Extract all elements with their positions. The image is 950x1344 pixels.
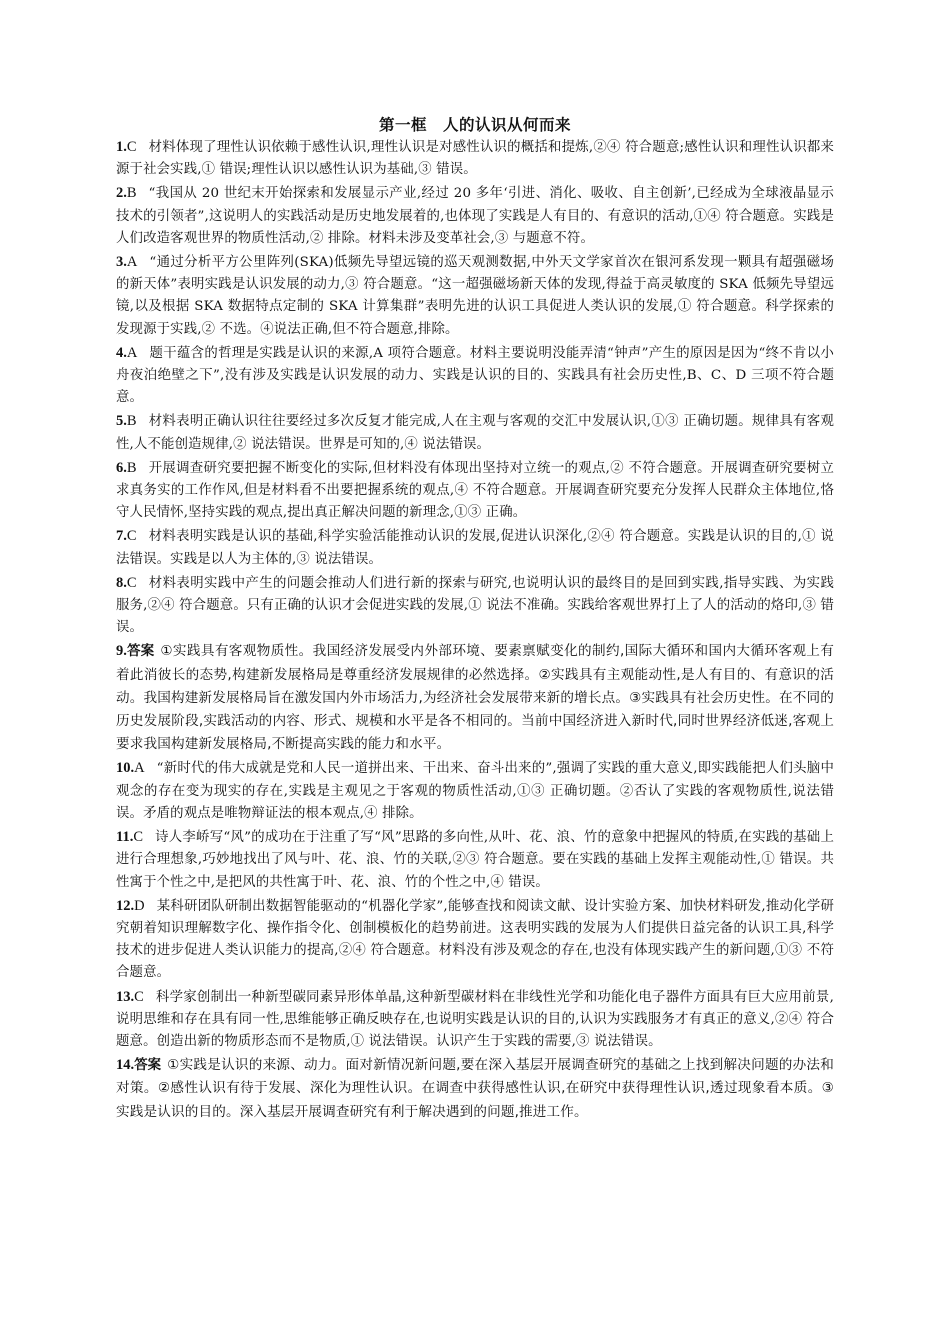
item-explanation: 材料表明实践中产生的问题会推动人们进行新的探索与研究,也说明认识的最终目的是回到实践,指导实践、为实践服务,②④ 符合题意。只有正确的认识才会促进实践的发展,① 说法不准确。实践给客观世界打上了人的活动的烙印,③ 错误。 <box>116 575 834 636</box>
item-answer: D <box>134 897 145 914</box>
item-explanation: ①实践是认识的来源、动力。面对新情况新问题,要在深入基层开展调查研究的基础之上找到解决问题的办法和对策。②感性认识有待于发展、深化为理性认识。在调查中获得感性认识,在研究中获得理性认识,透过现象看本质。③实践是认识的目的。深入基层开展调查研究有利于解决遇到的问题,推进工作。 <box>116 1057 835 1120</box>
answer-item-13: 13.C 科学家创制出一种新型碳同素异形体单晶,这种新型碳材料在非线性光学和功能化电子器件方面具有巨大应用前景,说明思维和存在具有同一性,思维能够正确反映存在,也说明实践是认识的目的,认识为实践服务才有真正的意义,②④ 符合题意。创造出新的物质形态而不是物质,① 说法错误。认识产生于实践的需要,③ 说法错误。 <box>116 988 834 1049</box>
item-number: 3 <box>116 254 124 271</box>
answer-item-6: 6.B 开展调查研究要把握不断变化的实际,但材料没有体现出坚持对立统一的观点,② 不符合题意。开展调查研究要树立求真务实的工作作风,但是材料看不出要把握系统的观点,④ 不符合题意。开展调查研究要充分发挥人民群众主体地位,恪守人民情怀,坚持实践的观点,提出真正解决问题的新理念,①③ 正确。 <box>116 459 834 521</box>
item-answer: A <box>134 760 145 777</box>
answer-item-1: 1.C 材料体现了理性认识依赖于感性认识,理性认识是对感性认识的概括和提炼,②④ 符合题意;感性认识和理性认识都来源于社会实践,① 错误;理性认识以感性认识为基础,③ 错误。 <box>116 139 834 178</box>
item-number: 10 <box>116 760 131 777</box>
item-explanation: “通过分析平方公里阵列(SKA)低频先导望远镜的巡天观测数据,中外天文学家首次在银河系发现一颗具有超强磁场的新天体”表明实践是认识发展的动力,③ 符合题意。“这一超强磁场新天体的发现,得益于高灵敏度的 SKA 低频先导望远镜,以及根据 SKA 数据特点定制的 SKA 计算集群”表明先进的认识工具促进人类认识的发展,① 符合题意。科学探索的发现源于实践,② 不选。④说法正确,但不符合题意,排除。 <box>116 255 834 337</box>
item-explanation: “我国从 20 世纪末开始探索和发展显示产业,经过 20 多年‘引进、消化、吸收、自主创新’,已经成为全球液晶显示技术的引领者”,这说明人的实践活动是历史地发展着的,也体现了实践是人有目的、有意识的活动,①④ 符合题意。实践是人们改造客观世界的物质性活动,② 排除。材料未涉及变革社会,③ 与题意不符。 <box>116 186 834 246</box>
item-answer: A <box>126 254 138 271</box>
answer-item-8: 8.C 材料表明实践中产生的问题会推动人们进行新的探索与研究,也说明认识的最终目的是回到实践,指导实践、为实践服务,②④ 符合题意。只有正确的认识才会促进实践的发展,① 说法不准确。实践给客观世界打上了人的活动的烙印,③ 错误。 <box>116 574 834 636</box>
item-answer-label: 答案 <box>134 1058 162 1074</box>
item-number: 8 <box>116 574 124 591</box>
item-explanation: 开展调查研究要把握不断变化的实际,但材料没有体现出坚持对立统一的观点,② 不符合题意。开展调查研究要树立求真务实的工作作风,但是材料看不出要把握系统的观点,④ 不符合题意。开展调查研究要充分发挥人民群众主体地位,恪守人民情怀,坚持实践的观点,提出真正解决问题的新理念,①③ 正确。 <box>116 460 834 521</box>
item-explanation: 材料表明正确认识往往要经过多次反复才能完成,人在主观与客观的交汇中发展认识,①③ 正确切题。规律具有客观性,人不能创造规律,② 说法错误。世界是可知的,④ 说法错误。 <box>116 414 834 452</box>
item-answer: B <box>126 459 137 476</box>
item-answer: C <box>126 139 137 155</box>
answer-item-9: 9.答案 ①实践具有客观物质性。我国经济发展受内外部环境、要素禀赋变化的制约,国际大循环和国内大循环客观上有着此消彼长的态势,构建新发展格局是尊重经济发展规律的必然选择。②实践具有主观能动性,是人有目的、有意识的活动。我国构建新发展格局旨在激发国内外市场活力,为经济社会发展带来新的增长点。③实践具有社会历史性。在不同的历史发展阶段,实践活动的内容、形式、规模和水平是各不相同的。当前中国经济进入新时代,同时世界经济低迷,客观上要求我国构建新发展格局,不断提高实践的能力和水平。 <box>116 643 835 753</box>
item-explanation: 材料体现了理性认识依赖于感性认识,理性认识是对感性认识的概括和提炼,②④ 符合题意;感性认识和理性认识都来源于社会实践,① 错误;理性认识以感性认识为基础,③ 错误。 <box>116 140 834 178</box>
item-explanation: “新时代的伟大成就是党和人民一道拼出来、干出来、奋斗出来的”,强调了实践的重大意义,即实践能把人们头脑中观念的存在变为现实的存在,实践是主观见之于客观的物质性活动,①③ 正确切题。②否认了实践的客观物质性,说法错误。矛盾的观点是唯物辩证法的根本观点,④ 排除。 <box>116 761 834 821</box>
page-title: 第一框 人的认识从何而来 <box>378 116 571 134</box>
item-answer: C <box>133 829 143 846</box>
item-number: 7 <box>116 528 124 545</box>
item-answer: C <box>126 528 137 545</box>
item-number: 12 <box>116 897 131 914</box>
item-answer: B <box>126 185 137 202</box>
answer-page <box>116 114 834 1125</box>
item-explanation: 科学家创制出一种新型碳同素异形体单晶,这种新型碳材料在非线性光学和功能化电子器件方面具有巨大应用前景,说明思维和存在具有同一性,思维能够正确反映存在,也说明实践是认识的目的,认识为实践服务才有真正的意义,②④ 符合题意。创造出新的物质形态而不是物质,① 说法错误。认识产生于实践的需要,③ 说法错误。 <box>116 989 834 1049</box>
item-explanation: 某科研团队研制出数据智能驱动的“机器化学家”,能够查找和阅读文献、设计实验方案、加快材料研发,推动化学研究朝着知识理解数字化、操作指令化、创制模板化的趋势前进。这表明实践的发展为人们提供日益完备的认识工具,科学技术的进步促进人类认识能力的提高,②④ 符合题意。材料没有涉及观念的存在,也没有体现实践产生的新问题,①③ 不符合题意。 <box>116 898 834 981</box>
item-number: 14 <box>116 1057 131 1074</box>
answer-item-5: 5.B 材料表明正确认识往往要经过多次反复才能完成,人在主观与客观的交汇中发展认识,①③ 正确切题。规律具有客观性,人不能创造规律,② 说法错误。世界是可知的,④ 说法错误。 <box>116 413 834 452</box>
item-explanation: 诗人李峤写“风”的成功在于注重了写“风”思路的多向性,从叶、花、浪、竹的意象中把握风的特质,在实践的基础上进行合理想象,巧妙地找出了风与叶、花、浪、竹的关联,②③ 符合题意。要在实践的基础上发挥主观能动性,① 错误。共性寓于个性之中,是把风的共性寓于叶、花、浪、竹的个性之中,④ 错误。 <box>116 830 834 890</box>
item-explanation: ①实践具有客观物质性。我国经济发展受内外部环境、要素禀赋变化的制约,国际大循环和国内大循环客观上有着此消彼长的态势,构建新发展格局是尊重经济发展规律的必然选择。②实践具有主观能动性,是人有目的、有意识的活动。我国构建新发展格局旨在激发国内外市场活力,为经济社会发展带来新的增长点。③实践具有社会历史性。在不同的历史发展阶段,实践活动的内容、形式、规模和水平是各不相同的。当前中国经济进入新时代,同时世界经济低迷,客观上要求我国构建新发展格局,不断提高实践的能力和水平。 <box>116 643 835 753</box>
answer-item-4: 4.A 题干蕴含的哲理是实践是认识的来源,A 项符合题意。材料主要说明没能弄清“钟声”产生的原因是因为“终不肯以小舟夜泊绝壁之下”,没有涉及实践是认识发展的动力、实践是认识的目的、实践具有社会历史性,B、C、D 三项不符合题意。 <box>116 344 834 406</box>
item-number: 11 <box>116 829 130 846</box>
item-answer: B <box>126 413 137 430</box>
answer-item-7: 7.C 材料表明实践是认识的基础,科学实验活能推动认识的发展,促进认识深化,②④ 符合题意。实践是认识的目的,① 说法错误。实践是以人为主体的,③ 说法错误。 <box>116 528 834 567</box>
answer-item-10: 10.A “新时代的伟大成就是党和人民一道拼出来、干出来、奋斗出来的”,强调了实践的重大意义,即实践能把人们头脑中观念的存在变为现实的存在,实践是主观见之于客观的物质性活动,①③ 正确切题。②否认了实践的客观物质性,说法错误。矛盾的观点是唯物辩证法的根本观点,④ 排除。 <box>116 760 834 821</box>
answer-item-11: 11.C 诗人李峤写“风”的成功在于注重了写“风”思路的多向性,从叶、花、浪、竹的意象中把握风的特质,在实践的基础上进行合理想象,巧妙地找出了风与叶、花、浪、竹的关联,②③ 符合题意。要在实践的基础上发挥主观能动性,① 错误。共性寓于个性之中,是把风的共性寓于叶、花、浪、竹的个性之中,④ 错误。 <box>116 829 834 890</box>
item-answer-label: 答案 <box>126 644 155 660</box>
item-answer: A <box>126 344 138 361</box>
item-explanation: 题干蕴含的哲理是实践是认识的来源,A 项符合题意。材料主要说明没能弄清“钟声”产生的原因是因为“终不肯以小舟夜泊绝壁之下”,没有涉及实践是认识发展的动力、实践是认识的目的、实践具有社会历史性,B、C、D 三项不符合题意。 <box>116 345 834 406</box>
item-number: 4 <box>116 344 124 361</box>
item-answer: C <box>134 988 144 1005</box>
item-number: 13 <box>116 988 131 1005</box>
item-number: 1 <box>116 139 124 155</box>
item-number: 9 <box>116 643 124 660</box>
item-explanation: 材料表明实践是认识的基础,科学实验活能推动认识的发展,促进认识深化,②④ 符合题意。实践是认识的目的,① 说法错误。实践是以人为主体的,③ 说法错误。 <box>116 529 834 567</box>
item-number: 2 <box>116 185 124 202</box>
answer-item-14: 14.答案 ①实践是认识的来源、动力。面对新情况新问题,要在深入基层开展调查研究的基础之上找到解决问题的办法和对策。②感性认识有待于发展、深化为理性认识。在调查中获得感性认识,在研究中获得理性认识,透过现象看本质。③实践是认识的目的。深入基层开展调查研究有利于解决遇到的问题,推进工作。 <box>116 1057 835 1120</box>
item-answer: C <box>126 574 137 591</box>
answer-item-2: 2.B “我国从 20 世纪末开始探索和发展显示产业,经过 20 多年‘引进、消化、吸收、自主创新’,已经成为全球液晶显示技术的引领者”,这说明人的实践活动是历史地发展着的,也体现了实践是人有目的、有意识的活动,①④ 符合题意。实践是人们改造客观世界的物质性活动,② 排除。材料未涉及变革社会,③ 与题意不符。 <box>116 185 834 246</box>
answer-item-12: 12.D 某科研团队研制出数据智能驱动的“机器化学家”,能够查找和阅读文献、设计实验方案、加快材料研发,推动化学研究朝着知识理解数字化、操作指令化、创制模板化的趋势前进。这表明实践的发展为人们提供日益完备的认识工具,科学技术的进步促进人类认识能力的提高,②④ 符合题意。材料没有涉及观念的存在,也没有体现实践产生的新问题,①③ 不符合题意。 <box>116 897 834 981</box>
item-number: 6 <box>116 459 124 476</box>
answer-item-3: 3.A “通过分析平方公里阵列(SKA)低频先导望远镜的巡天观测数据,中外天文学家首次在银河系发现一颗具有超强磁场的新天体”表明实践是认识发展的动力,③ 符合题意。“这一超强磁场新天体的发现,得益于高灵敏度的 SKA 低频先导望远镜,以及根据 SKA 数据特点定制的 SKA 计算集群”表明先进的认识工具促进人类认识的发展,① 符合题意。科学探索的发现源于实践,② 不选。④说法正确,但不符合题意,排除。 <box>116 254 834 337</box>
item-number: 5 <box>116 413 124 430</box>
